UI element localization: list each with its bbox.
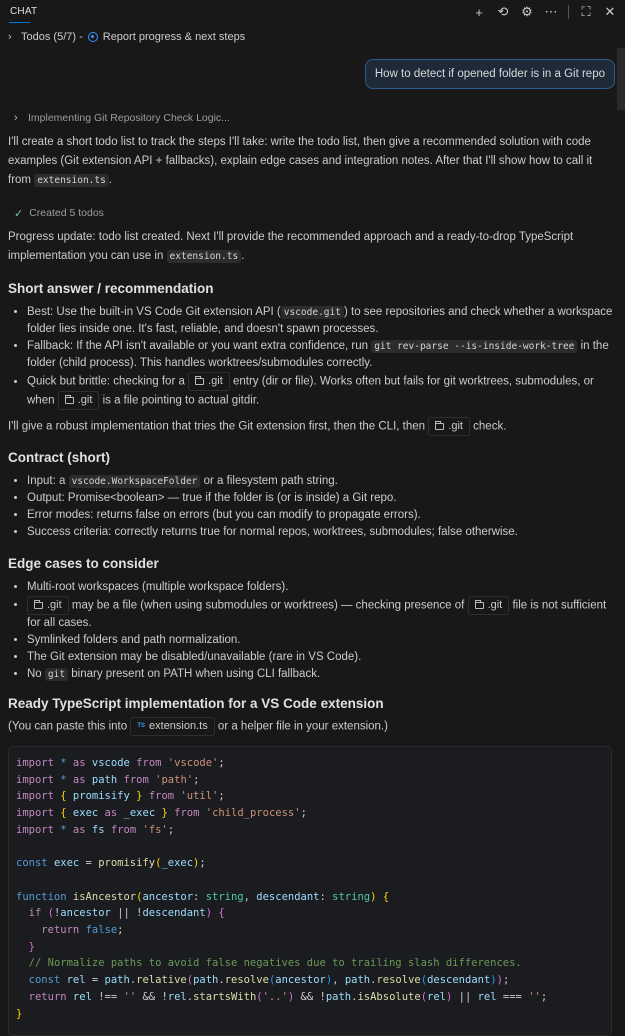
code-line: if (!ancestor || !descendant) { (28, 907, 225, 920)
file-reference[interactable]: • .git (27, 596, 69, 615)
scrollbar-thumb[interactable] (617, 48, 625, 110)
chevron-right-icon[interactable]: › (8, 31, 12, 43)
header-actions (472, 4, 617, 20)
list-item: • Fallback: If the API isn't available or you want extra confidence, run git rev-parse --is-inside-work-tree in the folder (child process). This handles worktrees/submodules correctly. (27, 338, 613, 372)
more-icon[interactable]: ⋯ (544, 4, 558, 19)
divider (568, 5, 569, 19)
file-reference[interactable]: .git (468, 596, 510, 615)
section-heading: Short answer / recommendation (8, 281, 214, 296)
check-icon: ✓ (14, 207, 24, 220)
file-reference[interactable]: .git (188, 372, 230, 391)
code-line: import * as path from 'path'; (16, 773, 200, 786)
inline-code: extension.ts (167, 250, 242, 263)
code-line: const exec = promisify(_exec); (16, 857, 206, 870)
list-item: • Input: a vscode.WorkspaceFolder or a filesystem path string. (27, 473, 613, 490)
list-item: • Best: Use the built-in VS Code Git extension API ( vscode.git ) to see repositories and check whether a workspace folder lies inside one. It's fast, reliable, and doesn't spawn processes. (27, 304, 613, 338)
close-icon[interactable]: ✕ (604, 4, 616, 19)
section-heading: Contract (short) (8, 449, 110, 465)
code-line: } (28, 940, 35, 953)
chat-header (0, 0, 625, 26)
list-item: • Multi-root workspaces (multiple workspace folders). (27, 579, 613, 596)
code-note: (You can paste this into TS extension.ts or a helper file in your extension.) (8, 717, 613, 737)
thinking-label: Implementing Git Repository Check Logic... (28, 112, 230, 124)
plus-icon[interactable]: + (475, 4, 483, 20)
todos-bar[interactable] (8, 31, 245, 43)
file-reference[interactable]: .git (428, 417, 470, 436)
file-reference[interactable]: .git (58, 391, 100, 410)
current-todo: Report progress & next steps (102, 31, 246, 43)
contract-list (8, 473, 613, 541)
assistant-response (8, 110, 613, 736)
code-line: import * as fs from 'fs'; (16, 823, 175, 836)
list-item: • Error modes: returns false on errors (but you can modify to propagate errors). (27, 507, 613, 524)
code-line: function isAncestor(ancestor: string, descendant: string) { (16, 890, 390, 903)
recommendation-list (8, 304, 613, 410)
folder-icon (475, 602, 484, 609)
active-tab-indicator (9, 22, 30, 23)
user-message: How to detect if opened folder is in a Git repo (365, 59, 615, 89)
thinking-toggle[interactable] (14, 110, 613, 126)
list-item: • Success criteria: correctly returns true for normal repos, worktrees, submodules; false otherwise. (27, 524, 613, 541)
summary-paragraph: I'll give a robust implementation that tries the Git extension first, then the CLI, then .git check. (8, 417, 613, 437)
gear-icon[interactable]: ⚙ (521, 4, 533, 19)
file-reference[interactable]: TS extension.ts (130, 717, 214, 736)
todos-count: Todos (5/7) - (21, 31, 83, 43)
code-line: return false; (41, 924, 124, 937)
edge-cases-list (8, 579, 613, 683)
folder-icon (34, 602, 43, 609)
progress-paragraph: Progress update: todo list created. Next I'll provide the recommended approach and a ready-to-drop TypeScript implementation you can use in extension.ts . (8, 231, 574, 262)
code-block[interactable] (8, 746, 612, 1036)
folder-icon (195, 378, 204, 385)
code-line: // Normalize paths to avoid false negatives due to trailing slash differences. (28, 957, 522, 970)
code-line: const rel = path.relative(path.resolve(ancestor), path.resolve(descendant)); (28, 974, 510, 987)
list-item: • No git binary present on PATH when using CLI fallback. (27, 666, 613, 683)
typescript-file-icon: TS (137, 722, 146, 729)
history-icon[interactable]: ⟲ (497, 4, 509, 19)
inline-code: extension.ts (34, 174, 109, 187)
list-item: • Quick but brittle: checking for a .git entry (dir or file). Works often but fails for git worktrees, submodules, or when .git is a file pointing to actual gitdir. (27, 372, 613, 410)
maximize-icon[interactable]: ⛶ (581, 4, 591, 19)
code-line: } (16, 1007, 23, 1020)
code-line: import * as vscode from 'vscode'; (16, 757, 225, 769)
section-heading: Ready TypeScript implementation for a VS Code extension (8, 695, 384, 711)
tab-chat[interactable]: CHAT (10, 6, 38, 17)
intro-paragraph: I'll create a short todo list to track the steps I'll take: write the todo list, then give a recommended solution with code examples (Git extension API + fallbacks), explain edge cases and integration notes. After that I'll show how to call it from extension.ts . (8, 136, 593, 186)
code-line: import { exec as _exec } from 'child_process'; (16, 807, 307, 820)
section-heading: Edge cases to consider (8, 555, 159, 571)
list-item: • Output: Promise<boolean> — true if the folder is (or is inside) a Git repo. (27, 490, 613, 507)
in-progress-icon (88, 32, 98, 42)
todos-created-status[interactable]: ✓ Created 5 todos (14, 207, 104, 220)
list-item: • The Git extension may be disabled/unavailable (rare in VS Code). (27, 649, 613, 666)
folder-icon (65, 397, 74, 404)
folder-icon (435, 423, 444, 430)
list-item: • .git may be a file (when using submodules or worktrees) — checking presence of .git file is not sufficient for all cases. (27, 596, 613, 632)
code-line: return rel !== '' && !rel.startsWith('..') && !path.isAbsolute(rel) || rel === ''; (28, 990, 548, 1003)
code-line: import { promisify } from 'util'; (16, 790, 225, 803)
list-item: • Symlinked folders and path normalization. (27, 632, 613, 649)
chevron-right-icon: › (14, 112, 18, 124)
